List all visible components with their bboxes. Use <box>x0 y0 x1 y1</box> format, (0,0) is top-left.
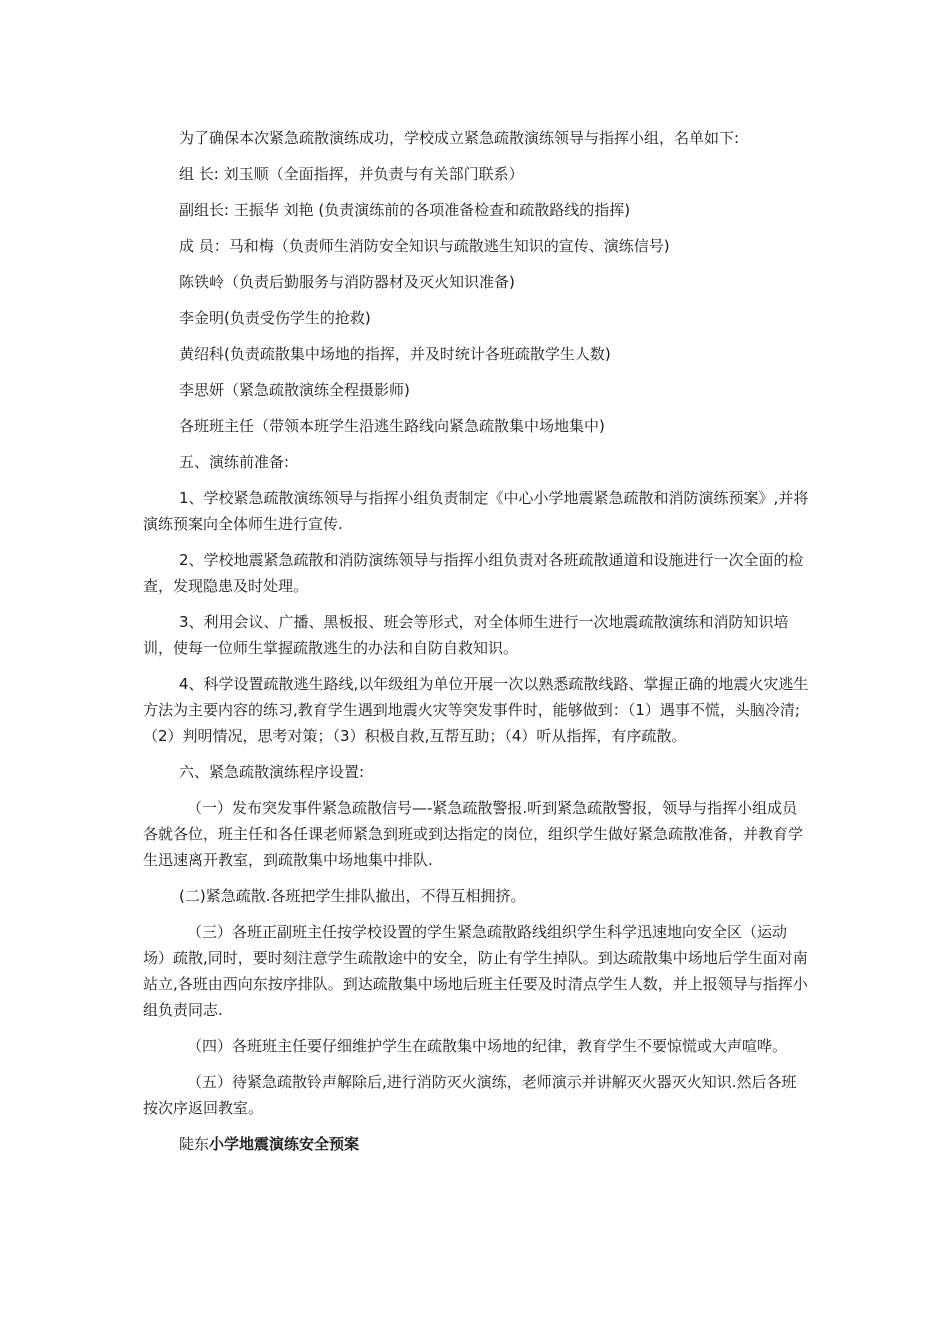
section-6-paragraph-2: (二)紧急疏散.各班把学生排队撤出，不得互相拥挤。 <box>179 887 526 905</box>
member-5-role: （紧急疏散演练全程摄影师) <box>224 381 410 399</box>
document-footer-title <box>143 1131 809 1157</box>
intro-paragraph: 为了确保本次紧急疏散演练成功，学校成立紧急疏散演练领导与指挥小组，名单如下: <box>179 129 740 147</box>
footer-prefix: 陡东 <box>179 1135 210 1153</box>
member-name: 马和梅 <box>228 237 274 255</box>
leader-line <box>143 161 809 187</box>
section-6-paragraph-4: （四）各班班主任要仔细维护学生在疏散集中场地的纪律，教育学生不要惊慌或大声喧哗。 <box>187 1037 788 1055</box>
class-teacher-line: 各班班主任（带领本班学生沿逃生路线向紧急疏散集中场地集中) <box>179 417 605 435</box>
member-2-role: （负责后勤服务与消防器材及灭火知识准备) <box>224 273 515 291</box>
member-4-name: 黄绍科 <box>179 345 225 363</box>
member-line-5 <box>143 377 809 403</box>
member-label: 成 员： <box>179 237 229 255</box>
member-line <box>143 233 809 259</box>
member-3-role: (负责受伤学生的抢救) <box>224 309 371 327</box>
deputy-role: (负责演练前的各项准备检查和疏散路线的指挥) <box>313 201 631 219</box>
leader-label: 组 长: <box>179 165 219 183</box>
leader-role: （全面指挥，并负责与有关部门联系） <box>268 165 524 183</box>
member-3-name: 李金明 <box>179 309 225 327</box>
member-2-name: 陈铁岭 <box>179 273 225 291</box>
section-5-paragraph-3: 3、利用会议、广播、黑板报、班会等形式，对全体师生进行一次地震疏散演练和消防知识培训，使每一位师生掌握疏散逃生的办法和自防自救知识。 <box>143 613 789 657</box>
deputy-names: 王振华 刘艳 <box>233 201 314 219</box>
member-line-4 <box>143 341 809 367</box>
section-5-paragraph-4: 4、科学设置疏散逃生路线,以年级组为单位开展一次以熟悉疏散线路、掌握正确的地震火灾逃生方法为主要内容的练习,教育学生遇到地震火灾等突发事件时，能够做到：（1）遇事不慌，头脑冷清;（2）判明情况，思考对策；（3）积极自救,互帮互助；（4）听从指挥，有序疏散。 <box>143 675 809 745</box>
member-line-3 <box>143 305 809 331</box>
section-6-paragraph-3: （三）各班正副班主任按学校设置的学生紧急疏散路线组织学生科学迅速地向安全区（运动场）疏散,同时，要时刻注意学生疏散途中的安全，防止有学生掉队。到达疏散集中场地后学生面对南站立,各班由西向东按序排队。到达疏散集中场地后班主任要及时清点学生人数，并上报领导与指挥小组负责同志. <box>143 923 808 1019</box>
deputy-line <box>143 197 809 223</box>
section-5-paragraph-1: 1、学校紧急疏散演练领导与指挥小组负责制定《中心小学地震紧急疏散和消防演练预案》,并将演练预案向全体师生进行宣传. <box>143 489 809 533</box>
deputy-label: 副组长: <box>179 201 230 219</box>
footer-bold-title: 小学地震演练安全预案 <box>209 1135 360 1153</box>
leader-name: 刘玉顺 <box>223 165 269 183</box>
member-line-2 <box>143 269 809 295</box>
section-6-paragraph-5: （五）待紧急疏散铃声解除后,进行消防灭火演练，老师演示并讲解灭火器灭火知识.然后各班按次序返回教室。 <box>143 1073 797 1117</box>
section-6-heading: 六、紧急疏散演练程序设置: <box>179 763 365 781</box>
member-role: （负责师生消防安全知识与疏散逃生知识的宣传、演练信号) <box>273 237 670 255</box>
section-6-paragraph-1: （一）发布突发事件紧急疏散信号—-紧急疏散警报.听到紧急疏散警报，领导与指挥小组成员各就各位，班主任和各任课老师紧急到班或到达指定的岗位，组织学生做好紧急疏散准备，并教育学生迅速离开教室，到疏散集中场地集中排队. <box>143 799 804 869</box>
member-4-role: (负责疏散集中场地的指挥，并及时统计各班疏散学生人数) <box>224 345 611 363</box>
member-5-name: 李思妍 <box>179 381 225 399</box>
document-page <box>143 125 809 1167</box>
section-5-paragraph-2: 2、学校地震紧急疏散和消防演练领导与指挥小组负责对各班疏散通道和设施进行一次全面的检查，发现隐患及时处理。 <box>143 551 804 595</box>
section-5-heading: 五、演练前准备: <box>179 453 290 471</box>
